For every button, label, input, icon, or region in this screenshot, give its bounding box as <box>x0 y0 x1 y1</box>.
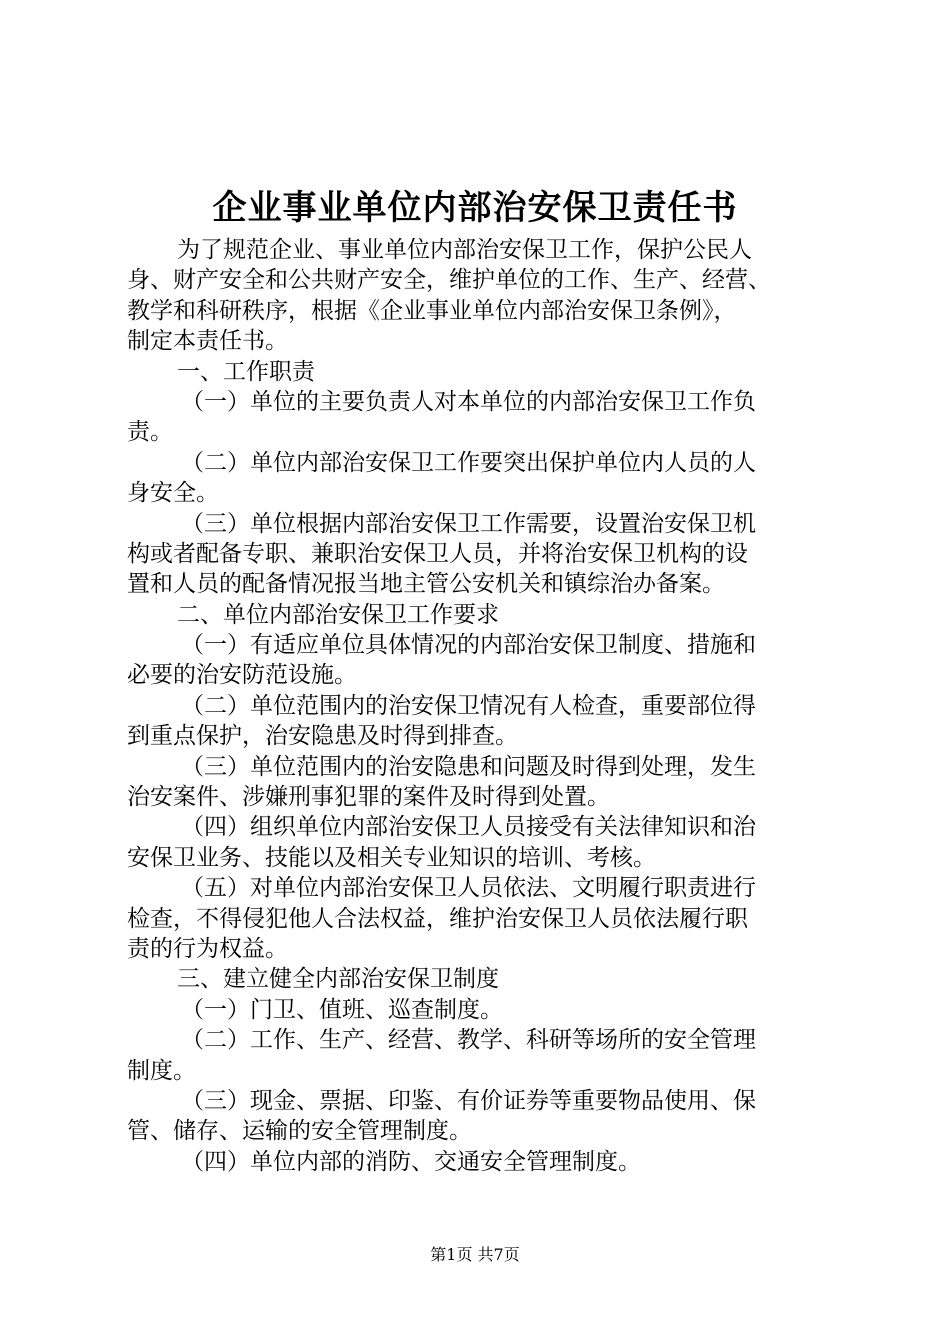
section-heading: 二、单位内部治安保卫工作要求 <box>177 601 499 628</box>
text-line: （四）组织单位内部治安保卫人员接受有关法律知识和治 <box>181 814 756 841</box>
text-line: （一）门卫、值班、巡查制度。 <box>181 996 503 1023</box>
document-title: 企业事业单位内部治安保卫责任书 <box>212 188 738 228</box>
text-line: （三）单位范围内的治安隐患和问题及时得到处理，发生 <box>181 753 756 780</box>
text-line: 构或者配备专职、兼职治安保卫人员，并将治安保卫机构的设 <box>127 540 748 567</box>
text-line: 教学和科研秩序，根据《企业事业单位内部治安保卫条例》， <box>127 297 737 324</box>
text-line: （五）对单位内部治安保卫人员依法、文明履行职责进行 <box>181 875 756 902</box>
section-heading: 一、工作职责 <box>177 358 315 385</box>
text-line: 治安案件、涉嫌刑事犯罪的案件及时得到处置。 <box>127 784 610 811</box>
text-line: （三）现金、票据、印鉴、有价证券等重要物品使用、保 <box>181 1087 756 1114</box>
text-line: 制定本责任书。 <box>127 328 288 355</box>
text-line: 安保卫业务、技能以及相关专业知识的培训、考核。 <box>127 844 656 871</box>
text-line: （二）单位范围内的治安保卫情况有人检查，重要部位得 <box>181 692 756 719</box>
text-line: 制度。 <box>127 1057 196 1084</box>
text-line: 身、财产安全和公共财产安全，维护单位的工作、生产、经营、 <box>127 267 771 294</box>
text-line: 为了规范企业、事业单位内部治安保卫工作，保护公民人 <box>177 237 752 263</box>
text-line: 置和人员的配备情况报当地主管公安机关和镇综治办备案。 <box>127 571 725 598</box>
section-heading: 三、建立健全内部治安保卫制度 <box>177 966 499 993</box>
text-line: （二）单位内部治安保卫工作要突出保护单位内人员的人 <box>181 449 756 476</box>
text-line: （二）工作、生产、经营、教学、科研等场所的安全管理 <box>181 1027 756 1054</box>
text-line: 责的行为权益。 <box>127 935 288 962</box>
text-line: 检查，不得侵犯他人合法权益，维护治安保卫人员依法履行职 <box>127 905 748 932</box>
text-line: 管、储存、运输的安全管理制度。 <box>127 1118 472 1145</box>
text-line: 到重点保护，治安隐患及时得到排查。 <box>127 723 518 750</box>
text-line: （四）单位内部的消防、交通安全管理制度。 <box>181 1148 641 1175</box>
text-line: （一）单位的主要负责人对本单位的内部治安保卫工作负 <box>181 388 756 415</box>
text-line: 身安全。 <box>127 480 219 507</box>
page-number: 第1页 共7页 <box>430 1245 520 1264</box>
text-line: （一）有适应单位具体情况的内部治安保卫制度、措施和 <box>181 632 756 659</box>
text-line: （三）单位根据内部治安保卫工作需要，设置治安保卫机 <box>181 510 756 537</box>
document-body <box>127 235 837 1177</box>
text-line: 责。 <box>127 419 173 446</box>
text-line: 必要的治安防范设施。 <box>127 662 357 689</box>
